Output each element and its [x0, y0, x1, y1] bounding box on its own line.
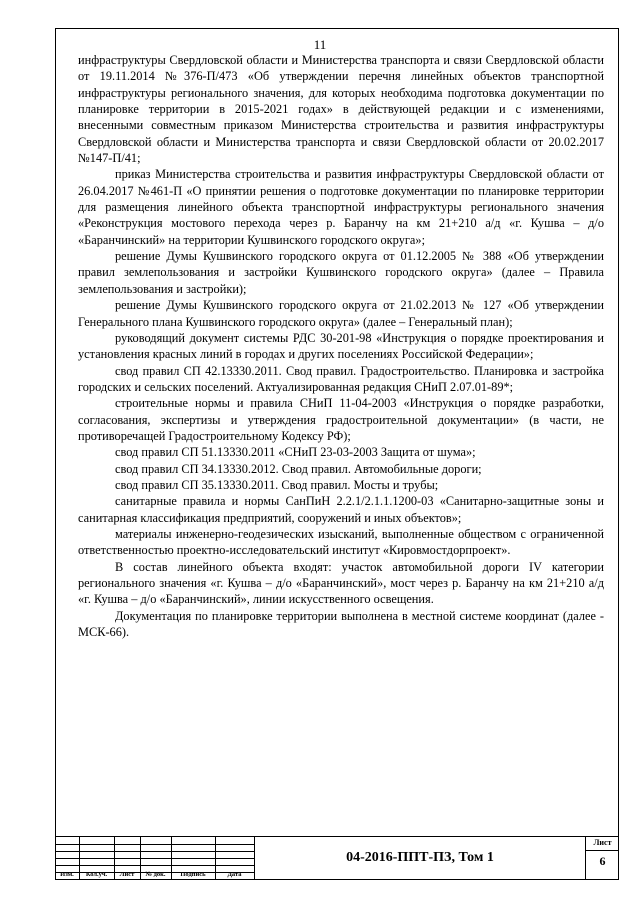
sheet-label: Лист: [593, 838, 612, 847]
revision-grid: [55, 837, 254, 881]
page-number: 11: [313, 37, 327, 52]
document-code: 04-2016-ППТ-ПЗ, Том 1: [346, 850, 494, 865]
paragraph: свод правил СП 42.13330.2011. Свод правил. Градостроительство. Планировка и застройка городских и сельских поселений. Актуализированная редакция СНиП 2.07.01-89*;: [78, 363, 604, 394]
sheet-box: [585, 837, 619, 879]
column-label-change: Изм.: [60, 871, 74, 878]
paragraph: строительные нормы и правила СНиП 11-04-2003 «Инструкция о порядке разработки, согласования, экспертизы и утверждения градостроительной документации» (в части, не противоречащей Градостроительному Кодексу РФ);: [78, 396, 604, 443]
paragraph: руководящий документ системы РДС 30-201-98 «Инструкция о порядке проектирования и установления красных линий в городах и других поселениях Российской Федерации»;: [78, 330, 604, 362]
paragraph: материалы инженерно-геодезических изысканий, выполненные обществом с ограниченной ответственностью проектно-исследовательский институт «Кировмостдорпроект».: [78, 526, 604, 558]
column-label-signature: Подпись: [180, 871, 206, 878]
sheet-number: 6: [599, 854, 606, 868]
paragraph: приказ Министерства строительства и развития инфраструктуры Свердловской области от 26.04.2017 №461-П «О принятии решения о подготовке документации по планировке территории для размещения линейного объекта транспортной инфраструктуры регионального значения «Реконструкция мостового перехода через р. Баранчу на км 21+210 а/д «г. Кушва – д/о «Баранчинский» на территории Кушвинского городского округа»;: [78, 167, 604, 247]
grid-line: [55, 858, 254, 859]
grid-line: [55, 851, 254, 852]
title-block: [55, 836, 619, 880]
paragraph: инфраструктуры Свердловской области и Министерства транспорта и связи Свердловской области от 19.11.2014 №376-П/473 «Об утверждении перечня линейных объектов транспортной инфраструктуры регионального значения, для которых необходима подготовка документации по планировке территории в 2015-2021 годах» в действующей редакции и с изменениями, внесенными совместным приказом Министерства строительства и развития инфраструктуры Свердловской области и Министерства транспорта и связи Свердловской области от 20.02.2017 №147-П/41;: [78, 53, 604, 166]
grid-line: [55, 844, 254, 845]
column-label-count: Кол.уч.: [85, 871, 108, 878]
paragraph: решение Думы Кушвинского городского округа от 01.12.2005 № 388 «Об утверждении правил землепользования и застройки Кушвинского городского округа» (далее – Правила землепользования и застройки);: [78, 249, 604, 296]
paragraph: свод правил СП 34.13330.2012. Свод правил. Автомобильные дороги;: [115, 461, 482, 476]
column-label-doc-number: № док.: [145, 871, 166, 878]
column-label-date: Дата: [227, 871, 242, 878]
paragraph: свод правил СП 35.13330.2011. Свод правил. Мосты и трубы;: [115, 477, 439, 492]
document-body: [78, 52, 604, 640]
paragraph: свод правил СП 51.13330.2011 «СНиП 23-03-2003 Защита от шума»;: [115, 445, 476, 460]
grid-line: [55, 865, 254, 866]
sheet-divider: [586, 850, 619, 851]
column-label-sheet: Лист: [119, 871, 135, 878]
paragraph: В состав линейного объекта входят: участок автомобильной дороги IV категории регионального значения «г. Кушва – д/о «Баранчинский», мост через р. Баранчу на км 21+210 а/д «г. Кушва – д/о «Баранчинский», линии искусственного освещения.: [78, 559, 604, 607]
paragraph: Документация по планировке территории выполнена в местной системе координат (далее - МСК-66).: [78, 608, 604, 640]
paragraph: санитарные правила и нормы СанПиН 2.2.1/2.1.1.1200-03 «Санитарно-защитные зоны и санитарная классификация предприятий, сооружений и иных объектов»;: [78, 494, 604, 525]
paragraph: решение Думы Кушвинского городского округа от 21.02.2013 № 127 «Об утверждении Генерального плана Кушвинского городского округа» (далее – Генеральный план);: [78, 298, 604, 329]
